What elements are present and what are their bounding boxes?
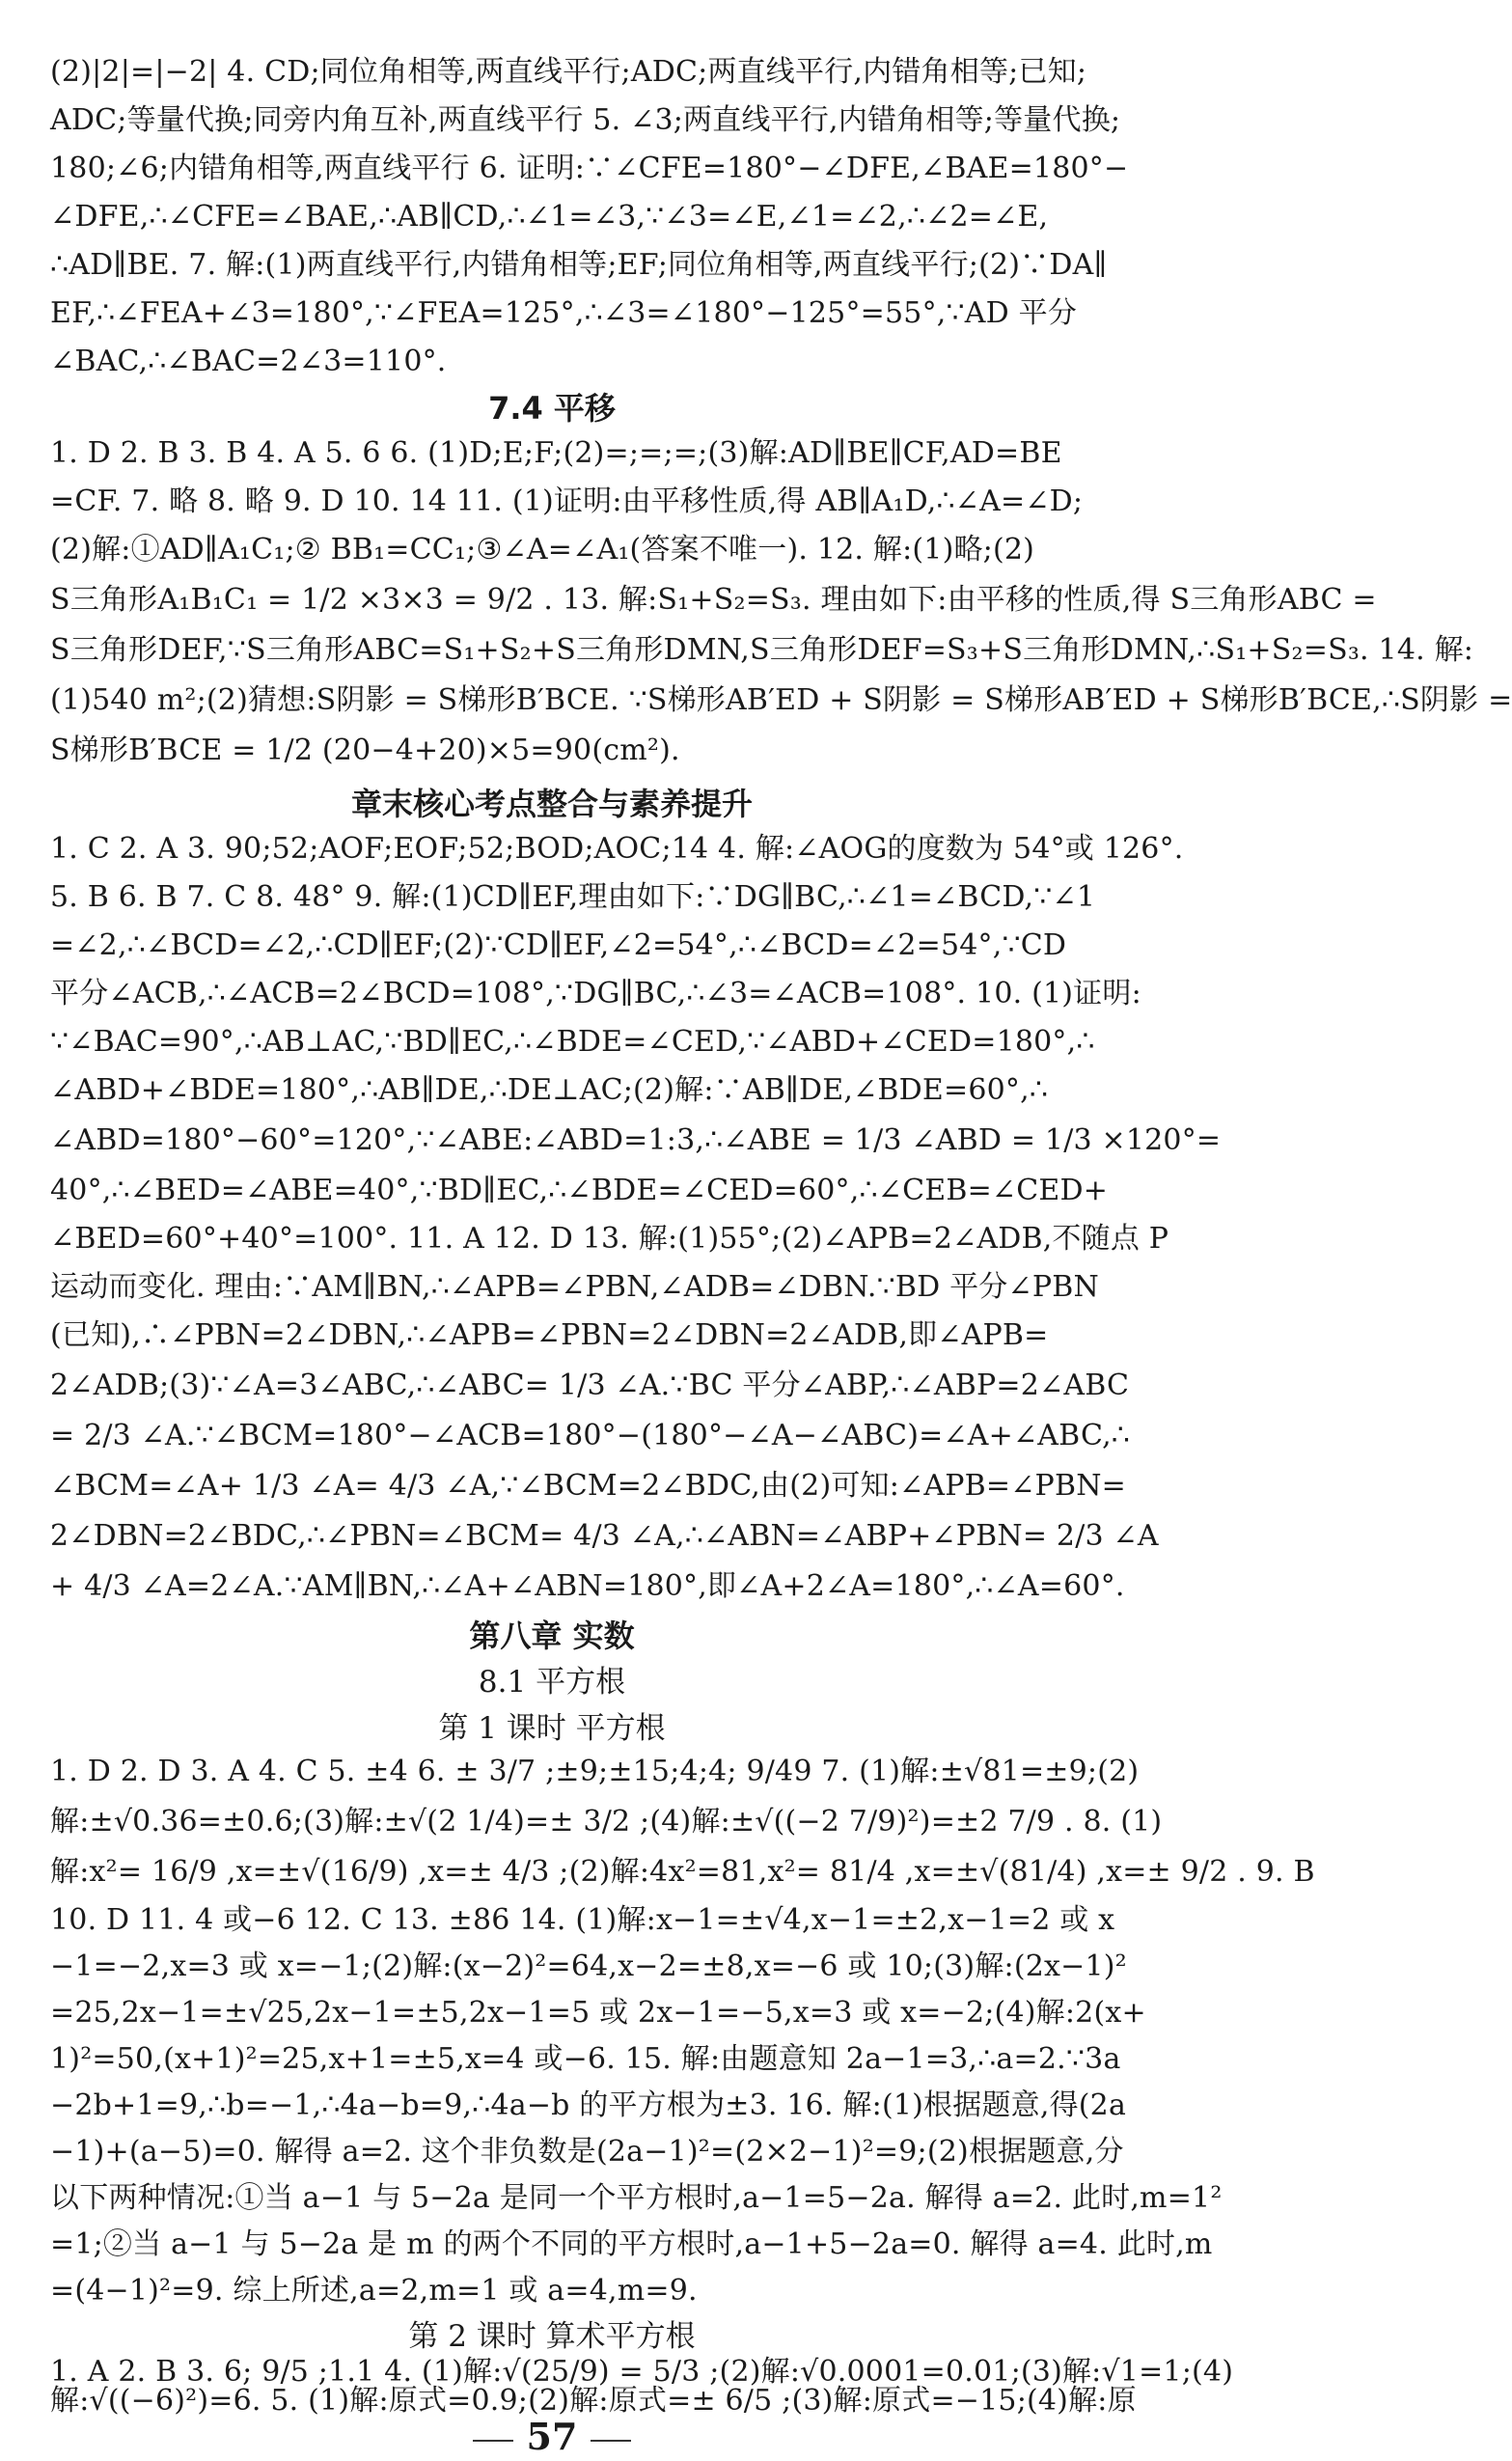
text-line: 以下两种情况:①当 a−1 与 5−2a 是同一个平方根时,a−1=5−2a. 解得 a=2. 此时,m=1² [50,2181,1223,2215]
text-line: ∴AD∥BE. 7. 解:(1)两直线平行,内错角相等;EF;同位角相等,两直线平行;(2)∵DA∥ [50,248,1108,282]
text-line: + 4/3 ∠A=2∠A.∵AM∥BN,∴∠A+∠ABN=180°,即∠A+2∠A=180°,∴∠A=60°. [50,1569,1125,1603]
section-heading-review: 章末核心考点整合与素养提升 [350,786,753,822]
text-line: ∠ABD=180°−60°=120°,∵∠ABE:∠ABD=1:3,∴∠ABE = 1/3 ∠ABD = 1/3 ×120°= [50,1123,1222,1157]
text-line: 180;∠6;内错角相等,两直线平行 6. 证明:∵∠CFE=180°−∠DFE,∠BAE=180°− [50,152,1129,185]
text-line: −2b+1=9,∴b=−1,∴4a−b=9,∴4a−b 的平方根为±3. 16. 解:(1)根据题意,得(2a [50,2088,1127,2122]
text-line: =CF. 7. 略 8. 略 9. D 10. 14 11. (1)证明:由平移性质,得 AB∥A₁D,∴∠A=∠D; [50,484,1084,518]
text-line: =25,2x−1=±√25,2x−1=±5,2x−1=5 或 2x−1=−5,x=3 或 x=−2;(4)解:2(x+ [50,1996,1146,2030]
text-line: ∠BAC,∴∠BAC=2∠3=110°. [50,345,447,378]
text-line: 解:√((−6)²)=6. 5. (1)解:原式=0.9;(2)解:原式=± 6/5 ;(3)解:原式=−15;(4)解:原 [50,2384,1137,2418]
text-line: =(4−1)²=9. 综上所述,a=2,m=1 或 a=4,m=9. [50,2274,698,2308]
text-line: 1)²=50,(x+1)²=25,x+1=±5,x=4 或−6. 15. 解:由题意知 2a−1=3,∴a=2.∵3a [50,2042,1121,2076]
page-number-dash-left [473,2440,513,2442]
text-line: 5. B 6. B 7. C 8. 48° 9. 解:(1)CD∥EF,理由如下:∵DG∥BC,∴∠1=∠BCD,∵∠1 [50,880,1096,914]
text-line: S梯形B′BCE = 1/2 (20−4+20)×5=90(cm²). [50,733,680,767]
page-number-value: 57 [526,2415,578,2458]
text-line: −1)+(a−5)=0. 解得 a=2. 这个非负数是(2a−1)²=(2×2−1)²=9;(2)根据题意,分 [50,2135,1124,2169]
text-line: S三角形A₁B₁C₁ = 1/2 ×3×3 = 9/2 . 13. 解:S₁+S₂=S₃. 理由如下:由平移的性质,得 S三角形ABC = [50,583,1377,617]
text-line: 40°,∴∠BED=∠ABE=40°,∵BD∥EC,∴∠BDE=∠CED=60°,∴∠CEB=∠CED+ [50,1174,1109,1207]
text-line: ∠BED=60°+40°=100°. 11. A 12. D 13. 解:(1)55°;(2)∠APB=2∠ADB,不随点 P [50,1222,1169,1256]
text-line: EF,∴∠FEA+∠3=180°,∵∠FEA=125°,∴∠3=∠180°−125°=55°,∵AD 平分 [50,296,1078,330]
text-line: (2)|2|=|−2| 4. CD;同位角相等,两直线平行;ADC;两直线平行,内错角相等;已知; [50,55,1087,89]
text-line: 运动而变化. 理由:∵AM∥BN,∴∠APB=∠PBN,∠ADB=∠DBN.∵BD 平分∠PBN [50,1270,1099,1304]
text-line: (2)解:①AD∥A₁C₁;② BB₁=CC₁;③∠A=∠A₁(答案不唯一). 12. 解:(1)略;(2) [50,533,1035,567]
text-line: 10. D 11. 4 或−6 12. C 13. ±86 14. (1)解:x−1=±√4,x−1=±2,x−1=2 或 x [50,1903,1115,1937]
text-line: ∠BCM=∠A+ 1/3 ∠A= 4/3 ∠A,∵∠BCM=2∠BDC,由(2)可知:∠APB=∠PBN= [50,1469,1126,1503]
text-line: −1=−2,x=3 或 x=−1;(2)解:(x−2)²=64,x−2=±8,x=−6 或 10;(3)解:(2x−1)² [50,1949,1127,1983]
lesson-heading-2: 第 2 课时 算术平方根 [408,2319,696,2354]
text-line: 1. D 2. D 3. A 4. C 5. ±4 6. ± 3/7 ;±9;±15;4;4; 9/49 7. (1)解:±√81=±9;(2) [50,1755,1140,1788]
text-line: 2∠DBN=2∠BDC,∴∠PBN=∠BCM= 4/3 ∠A,∴∠ABN=∠ABP+∠PBN= 2/3 ∠A [50,1519,1159,1553]
text-line: ∠DFE,∴∠CFE=∠BAE,∴AB∥CD,∴∠1=∠3,∵∠3=∠E,∠1=∠2,∴∠2=∠E, [50,200,1049,234]
text-line: (已知),∴∠PBN=2∠DBN,∴∠APB=∠PBN=2∠DBN=2∠ADB,即∠APB= [50,1318,1049,1352]
text-line: 1. A 2. B 3. 6; 9/5 ;1.1 4. (1)解:√(25/9) = 5/3 ;(2)解:√0.0001=0.01;(3)解:√1=1;(4) [50,2355,1234,2389]
text-line: 1. D 2. B 3. B 4. A 5. 6 6. (1)D;E;F;(2)=;=;=;(3)解:AD∥BE∥CF,AD=BE [50,436,1062,470]
text-line: 1. C 2. A 3. 90;52;AOF;EOF;52;BOD;AOC;14 4. 解:∠AOG的度数为 54°或 126°. [50,832,1184,866]
text-line: 解:x²= 16/9 ,x=±√(16/9) ,x=± 4/3 ;(2)解:4x²=81,x²= 81/4 ,x=±√(81/4) ,x=± 9/2 . 9. B [50,1855,1315,1889]
text-line: =1;②当 a−1 与 5−2a 是 m 的两个不同的平方根时,a−1+5−2a=0. 解得 a=4. 此时,m [50,2227,1213,2261]
text-line: (1)540 m²;(2)猜想:S阴影 = S梯形B′BCE. ∵S梯形AB′ED + S阴影 = S梯形AB′ED + S梯形B′BCE,∴S阴影 = [50,683,1512,717]
text-line: S三角形DEF,∵S三角形ABC=S₁+S₂+S三角形DMN,S三角形DEF=S₃+S三角形DMN,∴S₁+S₂=S₃. 14. 解: [50,633,1474,667]
text-line: ∵∠BAC=90°,∴AB⊥AC,∵BD∥EC,∴∠BDE=∠CED,∵∠ABD+∠CED=180°,∴ [50,1025,1095,1059]
page-number-dash-right [591,2440,631,2442]
section-heading-7-4: 7.4 平移 [488,390,616,427]
text-line: =∠2,∴∠BCD=∠2,∴CD∥EF;(2)∵CD∥EF,∠2=54°,∴∠BCD=∠2=54°,∵CD [50,928,1067,962]
section-heading-8-1: 8.1 平方根 [478,1665,626,1700]
lesson-heading-1: 第 1 课时 平方根 [438,1711,666,1746]
text-line: 解:±√0.36=±0.6;(3)解:±√(2 1/4)=± 3/2 ;(4)解:±√((−2 7/9)²)=±2 7/9 . 8. (1) [50,1805,1163,1839]
text-line: 平分∠ACB,∴∠ACB=2∠BCD=108°,∵DG∥BC,∴∠3=∠ACB=108°. 10. (1)证明: [50,977,1141,1010]
chapter-heading: 第八章 实数 [469,1618,635,1654]
text-line: = 2/3 ∠A.∵∠BCM=180°−∠ACB=180°−(180°−∠A−∠ABC)=∠A+∠ABC,∴ [50,1419,1131,1452]
text-line: ∠ABD+∠BDE=180°,∴AB∥DE,∴DE⊥AC;(2)解:∵AB∥DE,∠BDE=60°,∴ [50,1073,1049,1107]
text-line: ADC;等量代换;同旁内角互补,两直线平行 5. ∠3;两直线平行,内错角相等;等量代换; [50,103,1121,137]
text-line: 2∠ADB;(3)∵∠A=3∠ABC,∴∠ABC= 1/3 ∠A.∵BC 平分∠ABP,∴∠ABP=2∠ABC [50,1369,1130,1402]
